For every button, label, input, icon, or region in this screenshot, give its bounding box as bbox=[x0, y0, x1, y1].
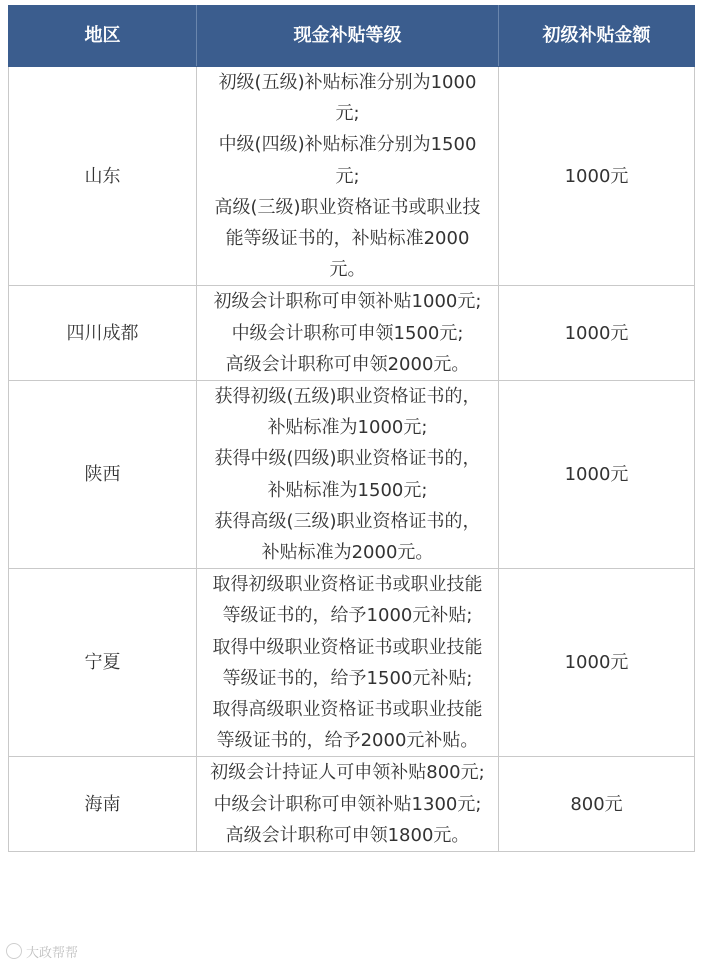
entry-amount-cell: 800元 bbox=[499, 757, 695, 852]
entry-amount-cell: 1000元 bbox=[499, 286, 695, 381]
subsidy-level-line: 元; bbox=[335, 165, 360, 187]
subsidy-level-line: 中级(四级)补贴标准分别为1500 bbox=[218, 134, 477, 156]
table-row bbox=[9, 569, 695, 757]
subsidy-table bbox=[8, 5, 695, 852]
subsidy-level-cell bbox=[197, 67, 499, 286]
subsidy-level-line: 取得中级职业资格证书或职业技能 bbox=[212, 636, 483, 658]
subsidy-level-line: 等级证书的，给予1000元补贴; bbox=[222, 605, 473, 627]
region-cell: 四川成都 bbox=[9, 286, 197, 381]
subsidy-level-line: 高级(三级)职业资格证书或职业技 bbox=[214, 196, 481, 218]
subsidy-level-cell bbox=[197, 569, 499, 757]
subsidy-level-line: 获得中级(四级)职业资格证书的， bbox=[214, 448, 481, 470]
table-row bbox=[9, 381, 695, 569]
subsidy-level-line: 高级会计职称可申领1800元。 bbox=[225, 824, 470, 846]
subsidy-level-line: 等级证书的，给予2000元补贴。 bbox=[216, 730, 479, 752]
subsidy-level-line: 元; bbox=[335, 103, 360, 125]
entry-amount-cell: 1000元 bbox=[499, 381, 695, 569]
subsidy-level-line: 补贴标准为2000元。 bbox=[261, 542, 434, 564]
subsidy-level-line: 等级证书的，给予1500元补贴; bbox=[222, 667, 473, 689]
table-row bbox=[9, 757, 695, 852]
table-header bbox=[9, 6, 695, 67]
subsidy-level-line: 取得初级职业资格证书或职业技能 bbox=[212, 574, 483, 596]
header-region: 地区 bbox=[9, 6, 197, 67]
subsidy-level-line: 能等级证书的，补贴标准2000 bbox=[225, 228, 470, 250]
subsidy-level-line: 初级会计职称可申领补贴1000元; bbox=[213, 291, 482, 313]
subsidy-level-line: 高级会计职称可申领2000元。 bbox=[225, 353, 470, 375]
subsidy-level-line: 元。 bbox=[329, 259, 366, 281]
table-row bbox=[9, 67, 695, 286]
subsidy-level-line: 中级会计职称可申领1500元; bbox=[231, 322, 464, 344]
subsidy-level-cell bbox=[197, 381, 499, 569]
subsidy-level-line: 初级(五级)补贴标准分别为1000 bbox=[218, 72, 477, 93]
region-cell: 山东 bbox=[9, 67, 197, 286]
header-row bbox=[9, 6, 695, 67]
entry-amount-cell: 1000元 bbox=[499, 569, 695, 757]
watermark-text: 大政帮帮 bbox=[26, 945, 79, 961]
header-entry-amount: 初级补贴金额 bbox=[499, 6, 695, 67]
table-body bbox=[9, 67, 695, 852]
entry-amount-cell: 1000元 bbox=[499, 67, 695, 286]
region-cell: 海南 bbox=[9, 757, 197, 852]
subsidy-level-cell bbox=[197, 286, 499, 381]
subsidy-level-line: 补贴标准为1000元; bbox=[267, 417, 428, 439]
header-subsidy-level: 现金补贴等级 bbox=[197, 6, 499, 67]
subsidy-level-line: 初级会计持证人可申领补贴800元; bbox=[210, 762, 485, 784]
subsidy-level-line: 获得高级(三级)职业资格证书的， bbox=[214, 510, 481, 532]
watermark bbox=[6, 940, 78, 962]
subsidy-level-line: 取得高级职业资格证书或职业技能 bbox=[212, 699, 483, 721]
table-row bbox=[9, 286, 695, 381]
region-cell: 宁夏 bbox=[9, 569, 197, 757]
subsidy-level-line: 中级会计职称可申领补贴1300元; bbox=[213, 793, 482, 815]
subsidy-level-line: 补贴标准为1500元; bbox=[267, 479, 428, 501]
watermark-logo-icon bbox=[6, 943, 22, 959]
subsidy-level-line: 获得初级(五级)职业资格证书的， bbox=[214, 386, 481, 408]
subsidy-level-cell bbox=[197, 757, 499, 852]
region-cell: 陕西 bbox=[9, 381, 197, 569]
